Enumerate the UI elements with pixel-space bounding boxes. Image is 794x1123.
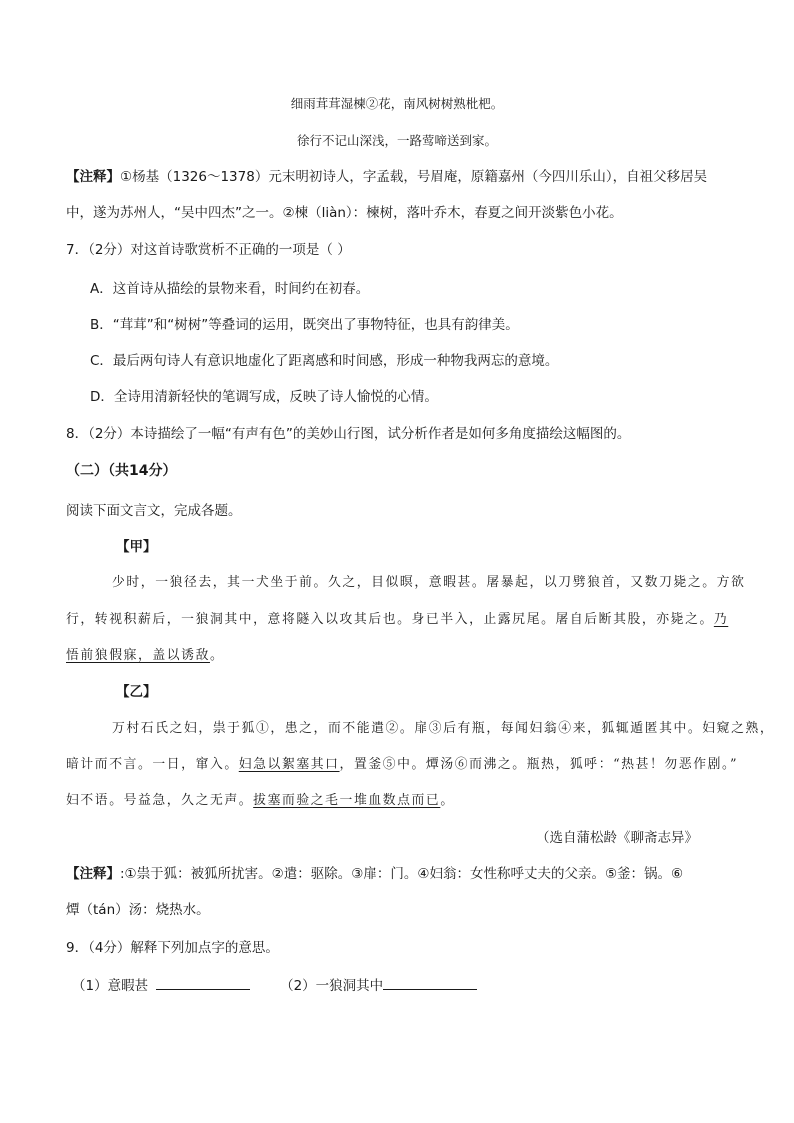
passage-yi-line-2-a: 暗计而不言。一日，窜入。 <box>66 757 239 772</box>
section-instruction: 阅读下面文言文，完成各题。 <box>66 503 242 519</box>
passage-yi-line-1: 万村石氏之妇，祟于狐①，患之，而不能遣②。扉③后有瓶，每闻妇翁④来，狐辄遁匿其中。妇窥之熟， <box>112 721 775 736</box>
passage-jia-label: 【甲】 <box>116 539 157 555</box>
passage-source: （选自蒲松龄《聊斋志异》 <box>536 830 698 846</box>
passage-jia-line-2-text: 行，转视积薪后，一狼洞其中，意将隧入以攻其后也。身已半入，止露尻尾。屠自后断其股，亦毙之。 <box>66 612 714 627</box>
passage-yi-line-3 <box>66 791 455 811</box>
question-9-stem: 9．（4分）解释下列加点字的意思。 <box>66 940 279 956</box>
passage-jia-line-3-end: 。 <box>209 648 225 663</box>
passage-yi-line-2 <box>66 755 738 775</box>
underlined-text: 悟前狼假寐，盖以诱敌 <box>66 648 210 663</box>
passage-jia-line-3 <box>66 646 224 666</box>
poem-line-2: 徐行不记山深浅，一路莺啼送到家。 <box>296 133 497 148</box>
note-label: 【注释】 <box>66 866 120 882</box>
note-text: :①祟于狐：被狐所扰害。②遣：驱除。③扉：门。④妇翁：女性称呼丈夫的父亲。⑤釜：锅。⑥ <box>120 866 684 882</box>
passage-yi-line-2-b: ，置釜⑤中。燂汤⑥而沸之。瓶热，狐呼：“热甚！勿恶作剧。” <box>339 757 739 772</box>
question-7-option-c: C．最后两句诗人有意识地虚化了距离感和时间感，形成一种物我两忘的意境。 <box>90 353 559 369</box>
note-label: 【注释】 <box>66 169 120 185</box>
answer-blank-2[interactable] <box>383 975 477 990</box>
poem-note-line-2: 中，遂为苏州人，“吴中四杰”之一。②楝（liàn）：楝树，落叶乔木，春夏之间开淡紫色小花。 <box>66 205 623 221</box>
passage-jia-line-1: 少时，一狼径去，其一犬坐于前。久之，目似暝，意暇甚。屠暴起，以刀劈狼首，又数刀毙之。方欲 <box>112 575 746 590</box>
answer-blank-1[interactable] <box>156 975 250 990</box>
passage-yi-label: 【乙】 <box>116 684 157 700</box>
passage-jia-line-2 <box>66 610 728 630</box>
question-9-item-1: （1）意暇甚 <box>72 978 149 994</box>
passage-yi-line-3-b: 。 <box>440 793 455 808</box>
question-7-stem: 7．（2分）对这首诗歌赏析不正确的一项是（ ） <box>66 242 351 258</box>
question-7-option-b: B．“茸茸”和“树树”等叠词的运用，既突出了事物特征，也具有韵律美。 <box>90 317 519 333</box>
question-7-option-d: D．全诗用清新轻快的笔调写成，反映了诗人愉悦的心情。 <box>90 389 438 405</box>
question-9-items <box>72 975 477 996</box>
passage-note-line-1 <box>66 864 683 884</box>
note-text: ①杨基（1326～1378）元末明初诗人，字孟载，号眉庵，原籍嘉州（今四川乐山），自祖父移居吴 <box>120 169 708 185</box>
passage-yi-line-3-a: 妇不语。号益急，久之无声。 <box>66 793 254 808</box>
question-8-stem: 8．（2分）本诗描绘了一幅“有声有色”的美妙山行图，试分析作者是如何多角度描绘这幅图的。 <box>66 426 631 442</box>
section-heading: （二）（共14分） <box>66 463 177 479</box>
poem-note-line-1 <box>66 167 707 187</box>
question-9-item-2: （2）一狼洞其中 <box>280 978 384 994</box>
underlined-text: 乃 <box>713 612 729 627</box>
poem-line-1: 细雨茸茸湿楝②花，南风树树熟枇杷。 <box>290 96 504 111</box>
underlined-text: 妇急以絮塞其口 <box>238 757 340 772</box>
underlined-text: 拔塞而验之毛一堆血数点而已 <box>253 793 441 808</box>
passage-note-line-2: 燂（tán）汤：烧热水。 <box>66 902 210 918</box>
question-7-option-a: A．这首诗从描绘的景物来看，时间约在初春。 <box>90 281 370 297</box>
